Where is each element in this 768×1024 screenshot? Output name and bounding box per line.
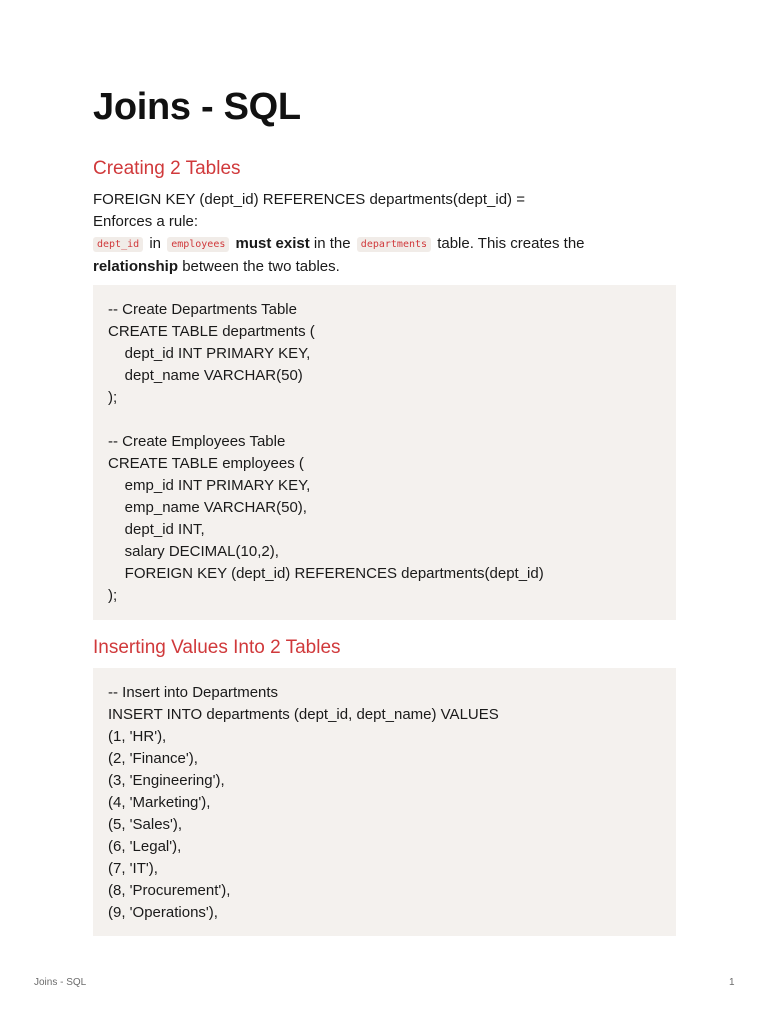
footer-page-number: 1 xyxy=(729,977,735,988)
code-line: ); xyxy=(108,389,118,406)
code-line: (9, 'Operations'), xyxy=(108,904,218,921)
code-line: emp_id INT PRIMARY KEY, xyxy=(108,477,311,494)
code-line: (1, 'HR'), xyxy=(108,728,167,745)
section-description xyxy=(93,189,676,278)
code-line: dept_id INT, xyxy=(108,521,205,538)
code-line: INSERT INTO departments (dept_id, dept_name) VALUES xyxy=(108,706,499,723)
code-line: (6, 'Legal'), xyxy=(108,838,182,855)
code-line: ); xyxy=(108,587,118,604)
description-line-2: Enforces a rule: xyxy=(93,213,199,230)
code-line: -- Create Departments Table xyxy=(108,301,297,318)
code-line: dept_id INT PRIMARY KEY, xyxy=(108,345,311,362)
code-line: salary DECIMAL(10,2), xyxy=(108,543,279,560)
code-line: (8, 'Procurement'), xyxy=(108,882,231,899)
code-line: (7, 'IT'), xyxy=(108,860,158,877)
code-block-create-tables xyxy=(93,285,676,620)
inline-code-departments: departments xyxy=(357,237,431,252)
code-line: CREATE TABLE departments ( xyxy=(108,323,315,340)
page-title: Joins - SQL xyxy=(93,86,301,128)
code-line: dept_name VARCHAR(50) xyxy=(108,367,303,384)
text-table-creates: table. This creates the xyxy=(437,235,585,252)
description-line-3 xyxy=(93,233,676,256)
code-line: emp_name VARCHAR(50), xyxy=(108,499,307,516)
section-heading-inserting-values: Inserting Values Into 2 Tables xyxy=(93,637,341,658)
code-line: (5, 'Sales'), xyxy=(108,816,183,833)
footer-document-title: Joins - SQL xyxy=(34,977,87,988)
code-line: -- Insert into Departments xyxy=(108,684,279,701)
bold-relationship: relationship xyxy=(93,258,179,275)
section-heading-creating-tables: Creating 2 Tables xyxy=(93,158,241,179)
bold-must-exist: must exist xyxy=(235,235,310,252)
code-line: CREATE TABLE employees ( xyxy=(108,455,304,472)
description-line-4 xyxy=(93,256,676,278)
text-between-tables: between the two tables. xyxy=(182,258,340,275)
code-line: (3, 'Engineering'), xyxy=(108,772,225,789)
text-in-the: in the xyxy=(313,235,351,252)
inline-code-dept-id: dept_id xyxy=(93,237,143,252)
code-line: (4, 'Marketing'), xyxy=(108,794,211,811)
description-line-1: FOREIGN KEY (dept_id) REFERENCES departments(dept_id) = xyxy=(93,191,525,208)
code-line: -- Create Employees Table xyxy=(108,433,286,450)
inline-code-employees: employees xyxy=(167,237,229,252)
code-line xyxy=(108,409,661,431)
code-block-insert-values xyxy=(93,668,676,936)
text-in: in xyxy=(149,235,162,252)
code-line: (2, 'Finance'), xyxy=(108,750,198,767)
code-line: FOREIGN KEY (dept_id) REFERENCES departments(dept_id) xyxy=(108,565,544,582)
